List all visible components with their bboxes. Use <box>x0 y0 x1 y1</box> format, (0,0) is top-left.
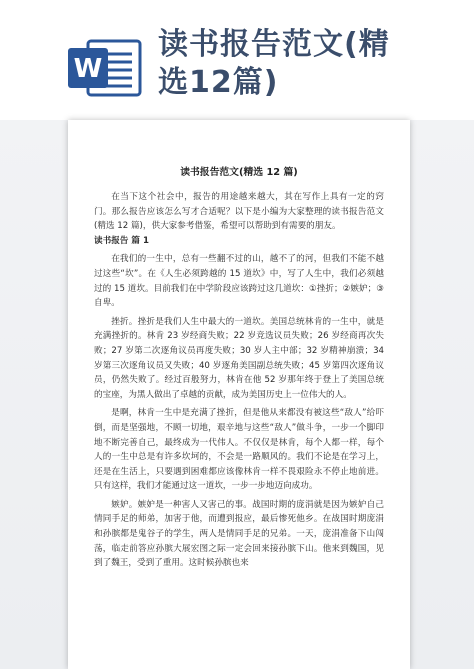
intro-paragraph: 在当下这个社会中，报告的用途越来越大，其在写作上具有一定的窍门。那么报告应该怎么写才合适呢？以下是小编为大家整理的读书报告范文(精选 12 篇)，供大家参考借鉴，希望可以帮助到有需要的朋友。 <box>94 192 384 232</box>
body-paragraph: 在我们的一生中，总有一些翻不过的山，越不了的河，但我们不能不越过这些“坎”。在《人生必须跨越的 15 道坎》中，写了人生中，我们必须越过的 15 道坎。目前我们在中学阶段应该跨过这几道坎：①挫折；②嫉妒；③自卑。 <box>94 254 384 309</box>
page-title-line-2: 选12篇) <box>158 65 279 100</box>
body-paragraph: 嫉妒。嫉妒是一种害人又害己的事。战国时期的庞涓就是因为嫉妒自己情同手足的师弟，加害于他，而遭到报应，最后惨死他乡。在战国时期庞涓和孙膑都是鬼谷子的学生，两人是情同手足的兄弟。一天，庞涓准备下山闯荡，临走前答应孙膑大展宏图之际一定会回来接孙膑下山。他来到魏国，见到了魏王，受到了重用。这时候孙膑也来 <box>94 499 384 569</box>
section-heading: 读书报告 篇 1 <box>94 235 149 246</box>
header-banner <box>0 0 474 120</box>
document-page <box>68 120 410 669</box>
body-paragraph: 挫折。挫折是我们人生中最大的一道坎。美国总统林肯的一生中，就是充满挫折的。林肯 23 岁经商失败；22 岁竞选议员失败；26 岁经商再次失败；27 岁第二次逐角议员再度失败；30 岁人主中部；32 岁精神崩溃；34 岁第三次逐角议员又失败；40 岁逐角美国副总统失败；45 岁第四次逐角议员，仍然失败了。经过百般努力，林肯在他 52 岁那年终于登上了美国总统的宝座，为黑人做出了卓越的贡献，成为美国历史上一位伟大的人。 <box>94 316 384 400</box>
document-title: 读书报告范文(精选 12 篇) <box>180 167 298 178</box>
document-body <box>94 190 384 571</box>
page-title <box>158 26 458 102</box>
page-title-line-1: 读书报告范文(精 <box>158 27 390 62</box>
body-paragraph: 是啊，林肯一生中是充满了挫折，但是他从来都没有被这些“敌人”给吓倒，而是坚强地，不顾一切地，艰辛地与这些“敌人”做斗争，一步一个脚印地不断完善自己，最终成为一代伟人。不仅仅是林肯，每个人都一样，每个人的一生中总是有许多坎坷的，不会是一路顺风的。我们不论是在学习上，还是在生活上，只要遇到困难都应该像林肯一样不畏艰险永不停止地前进。只有这样，我们才能通过这一道坎，一步一步地迈向成功。 <box>94 408 384 492</box>
word-document-icon <box>66 38 144 98</box>
svg-text:W: W <box>73 54 103 84</box>
